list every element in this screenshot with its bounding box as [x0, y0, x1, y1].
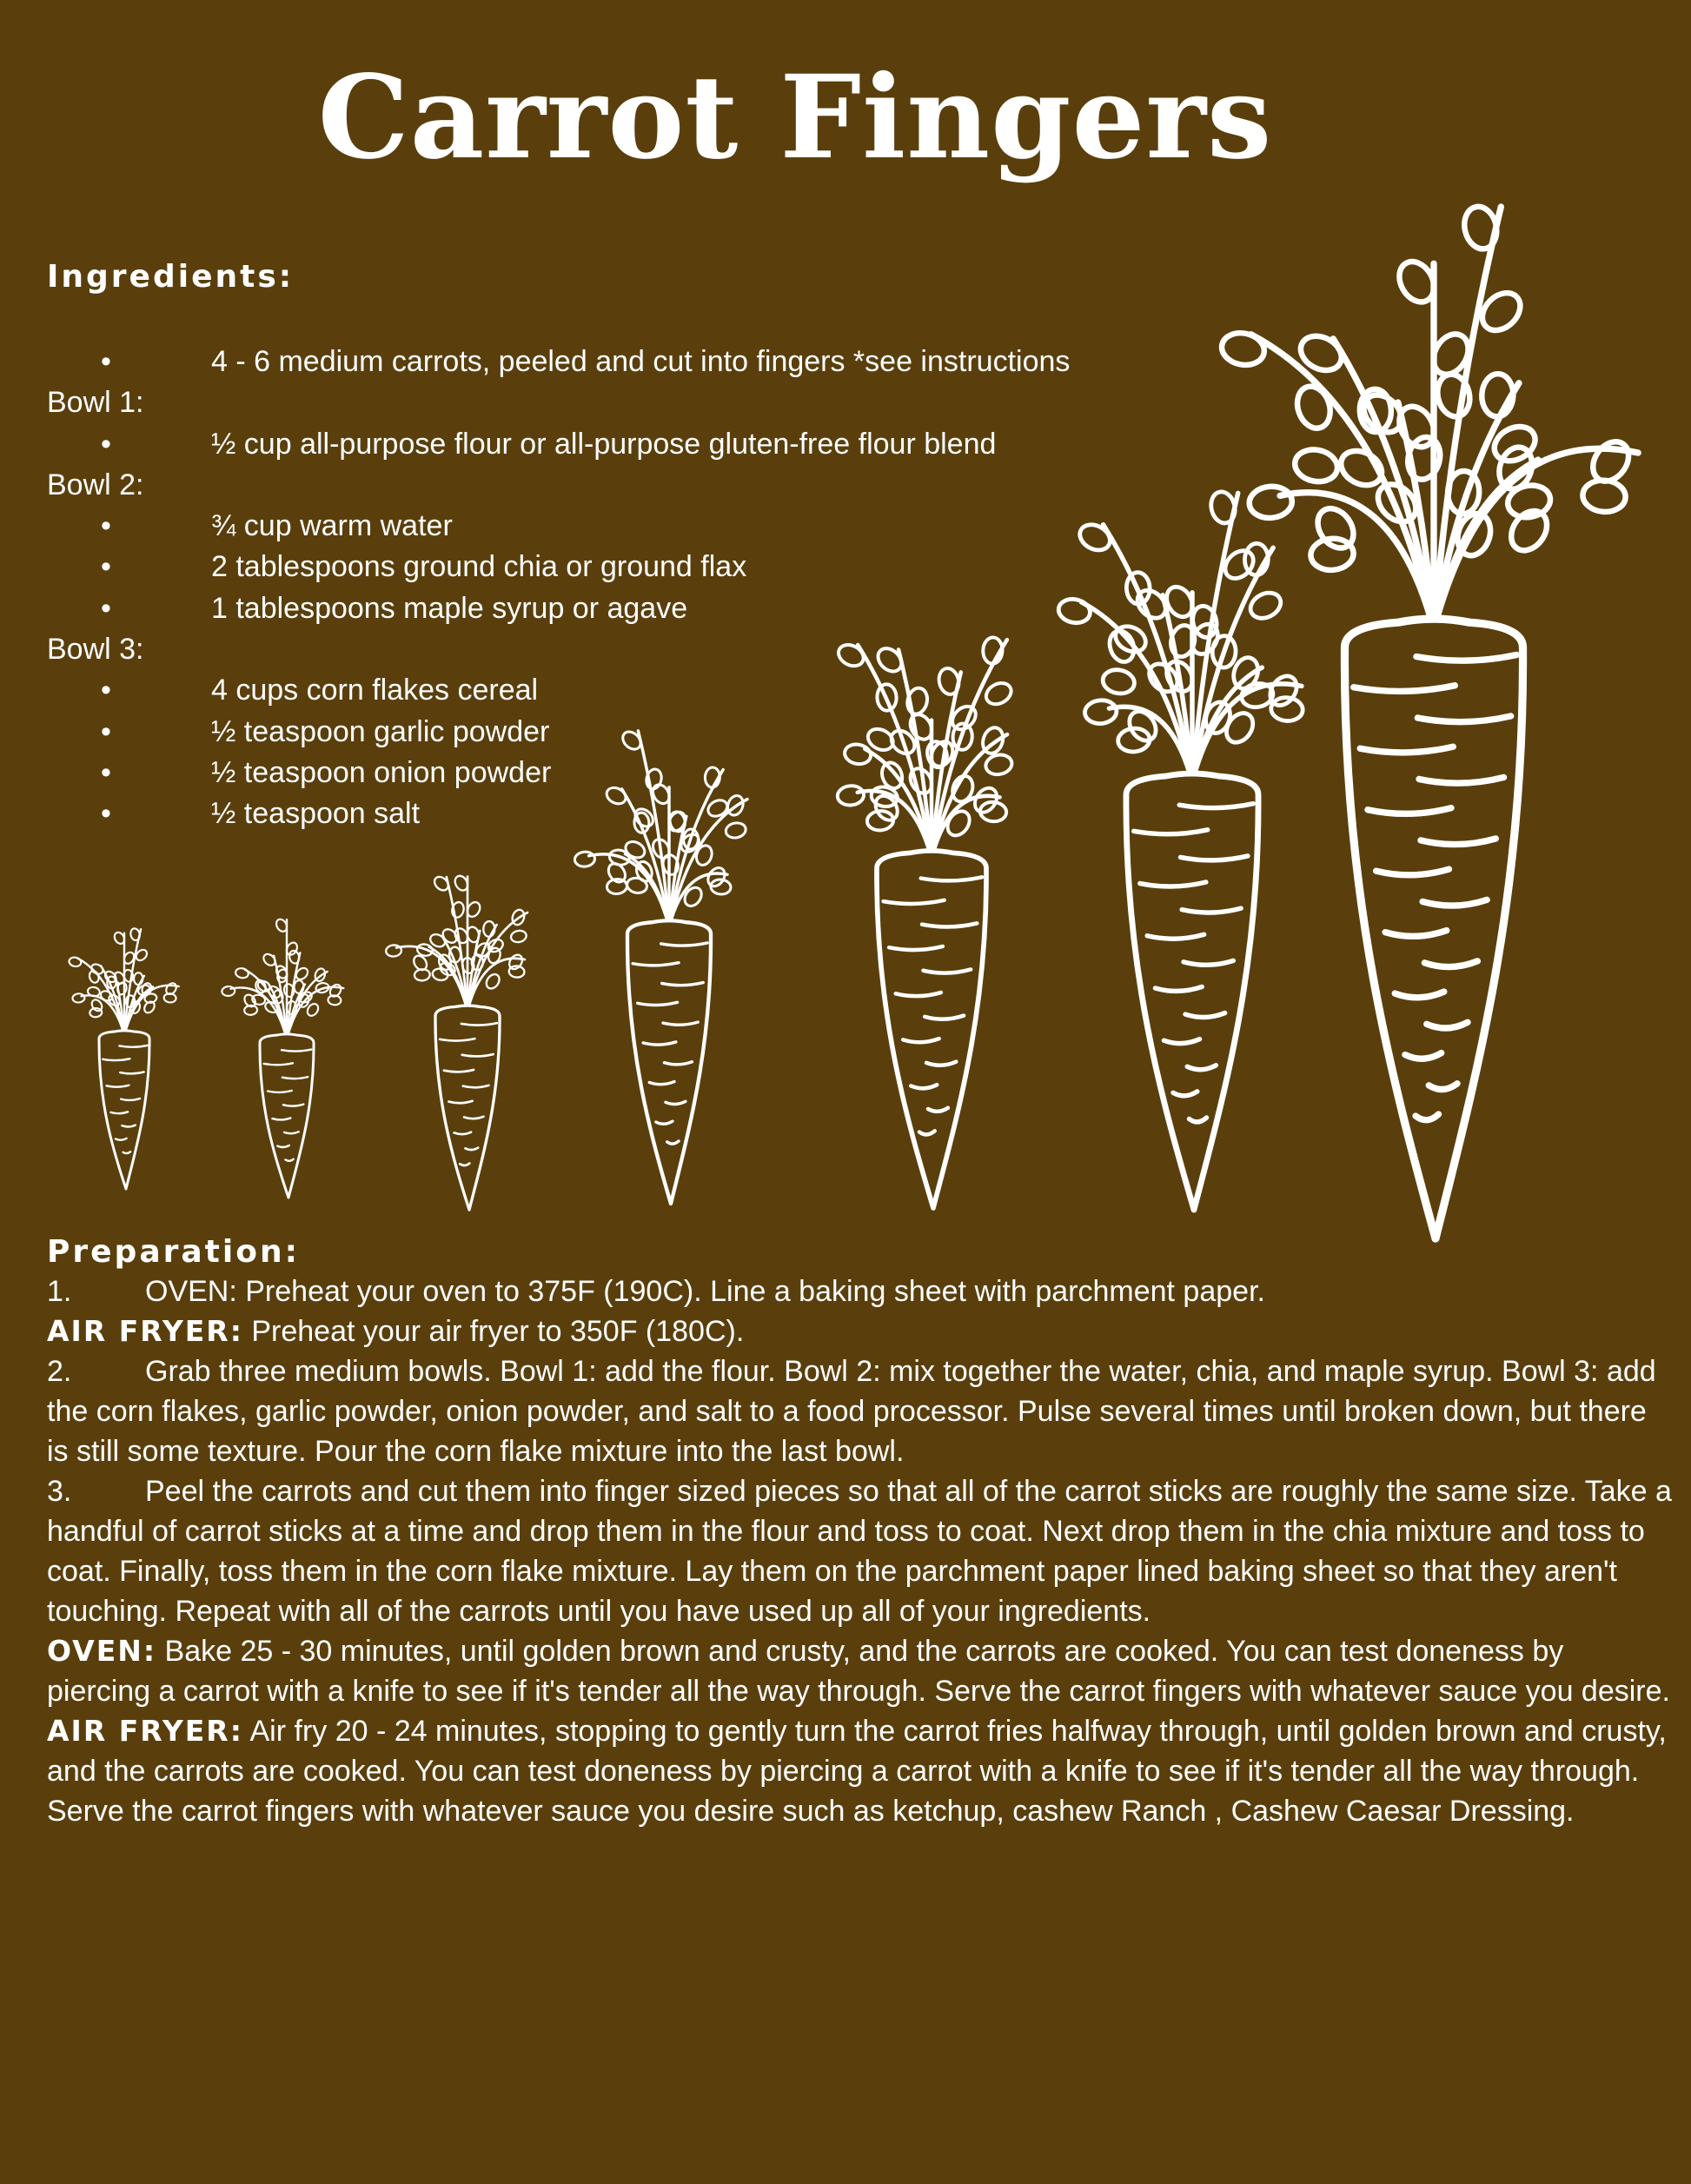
bullet-icon: •	[101, 427, 111, 461]
ingredients-heading: Ingredients:	[47, 259, 295, 295]
bullet-icon: •	[101, 345, 111, 378]
ingredient-text: 4 cups corn flakes cereal	[211, 674, 539, 707]
bullet-icon: •	[101, 797, 111, 831]
step-text: Peel the carrots and cut them into finger sized pieces so that all of the carrot sticks are roughly the same size. Take a handful of carrot sticks at a time and drop them in the flour and toss to coat. Next drop them in the chia mixture and toss to coat. Finally, toss them in the corn flake mixture. Lay them on the parchment paper lined baking sheet so that they aren't touching. Repeat with all of the carrots until you have used up all of your ingredients.	[47, 1475, 1672, 1628]
carrot-icon	[835, 637, 1015, 1208]
ingredient-text: 2 tablespoons ground chia or ground flax	[211, 550, 747, 584]
preparation-steps	[47, 1271, 1672, 1831]
carrot-icon	[386, 873, 527, 1210]
bowl-label: Bowl 3:	[47, 633, 144, 667]
bullet-icon: •	[101, 674, 111, 707]
carrot-icon	[1057, 489, 1303, 1210]
bullet-icon: •	[101, 755, 111, 789]
ingredient-text: 4 - 6 medium carrots, peeled and cut into fingers *see instructions	[211, 345, 1071, 378]
page-title: Carrot Fingers	[317, 50, 1273, 185]
ingredient-text: ½ teaspoon salt	[211, 797, 421, 831]
ingredient-text: ½ teaspoon onion powder	[211, 755, 552, 789]
step-text: Air fry 20 - 24 minutes, stopping to gently turn the carrot fries halfway through, until golden brown and crusty, and the carrots are cooked. You can test doneness by piercing a carrot with a knife to see if it's tender all the way through.	[47, 1715, 1667, 1788]
step-1	[47, 1271, 1672, 1311]
step-text: Bake 25 - 30 minutes, until golden brown and crusty, and the carrots are cooked. You can test doneness by piercing a carrot with a knife to see if it's tender all the way through. Serve the carrot fingers with whatever sauce you desire.	[47, 1635, 1670, 1708]
ingredient-text: ½ cup all-purpose flour or all-purpose gluten-free flour blend	[211, 427, 997, 461]
closing-note: Serve the carrot fingers with whatever sauce you desire such as ketchup, cashew Ranch , Cashew Caesar Dressing.	[47, 1795, 1575, 1828]
ingredient-text: ¾ cup warm water	[211, 509, 453, 543]
step-text: Preheat your air fryer to 350F (180C).	[242, 1315, 745, 1348]
air-fryer-label: AIR FRYER:	[47, 1314, 243, 1348]
bowl-label: Bowl 2:	[47, 468, 144, 501]
bullet-icon: •	[101, 714, 111, 748]
step-number: 1.	[47, 1275, 72, 1308]
bullet-icon: •	[101, 509, 111, 543]
ingredient-text: 1 tablespoons maple syrup or agave	[211, 591, 688, 625]
air-fryer-label: AIR FRYER:	[47, 1714, 243, 1748]
oven-label: OVEN:	[47, 1634, 157, 1668]
oven-instructions	[47, 1631, 1672, 1711]
step-number: 3.	[47, 1475, 72, 1508]
bowl-label: Bowl 1:	[47, 386, 144, 420]
preparation-heading: Preparation:	[47, 1234, 300, 1270]
step-text: Grab three medium bowls. Bowl 1: add the flour. Bowl 2: mix together the water, chia, and maple syrup. Bowl 3: add the corn flakes, garlic powder, onion powder, and salt to a food processor. Pulse several times until broken down, but there is still some texture. Pour the corn flake mixture into the last bowl.	[47, 1355, 1656, 1468]
step-2	[47, 1351, 1672, 1471]
airfryer-instructions	[47, 1711, 1672, 1791]
step-text: OVEN: Preheat your oven to 375F (190C). Line a baking sheet with parchment paper.	[145, 1275, 1265, 1308]
carrot-icon	[574, 728, 747, 1204]
step-3	[47, 1471, 1672, 1631]
bullet-icon: •	[101, 550, 111, 584]
bullet-icon: •	[101, 591, 111, 625]
carrot-icon	[222, 918, 343, 1198]
airfryer-preheat	[47, 1311, 1672, 1351]
carrot-icon	[69, 927, 179, 1189]
ingredient-text: ½ teaspoon garlic powder	[211, 714, 550, 748]
step-number: 2.	[47, 1355, 72, 1388]
